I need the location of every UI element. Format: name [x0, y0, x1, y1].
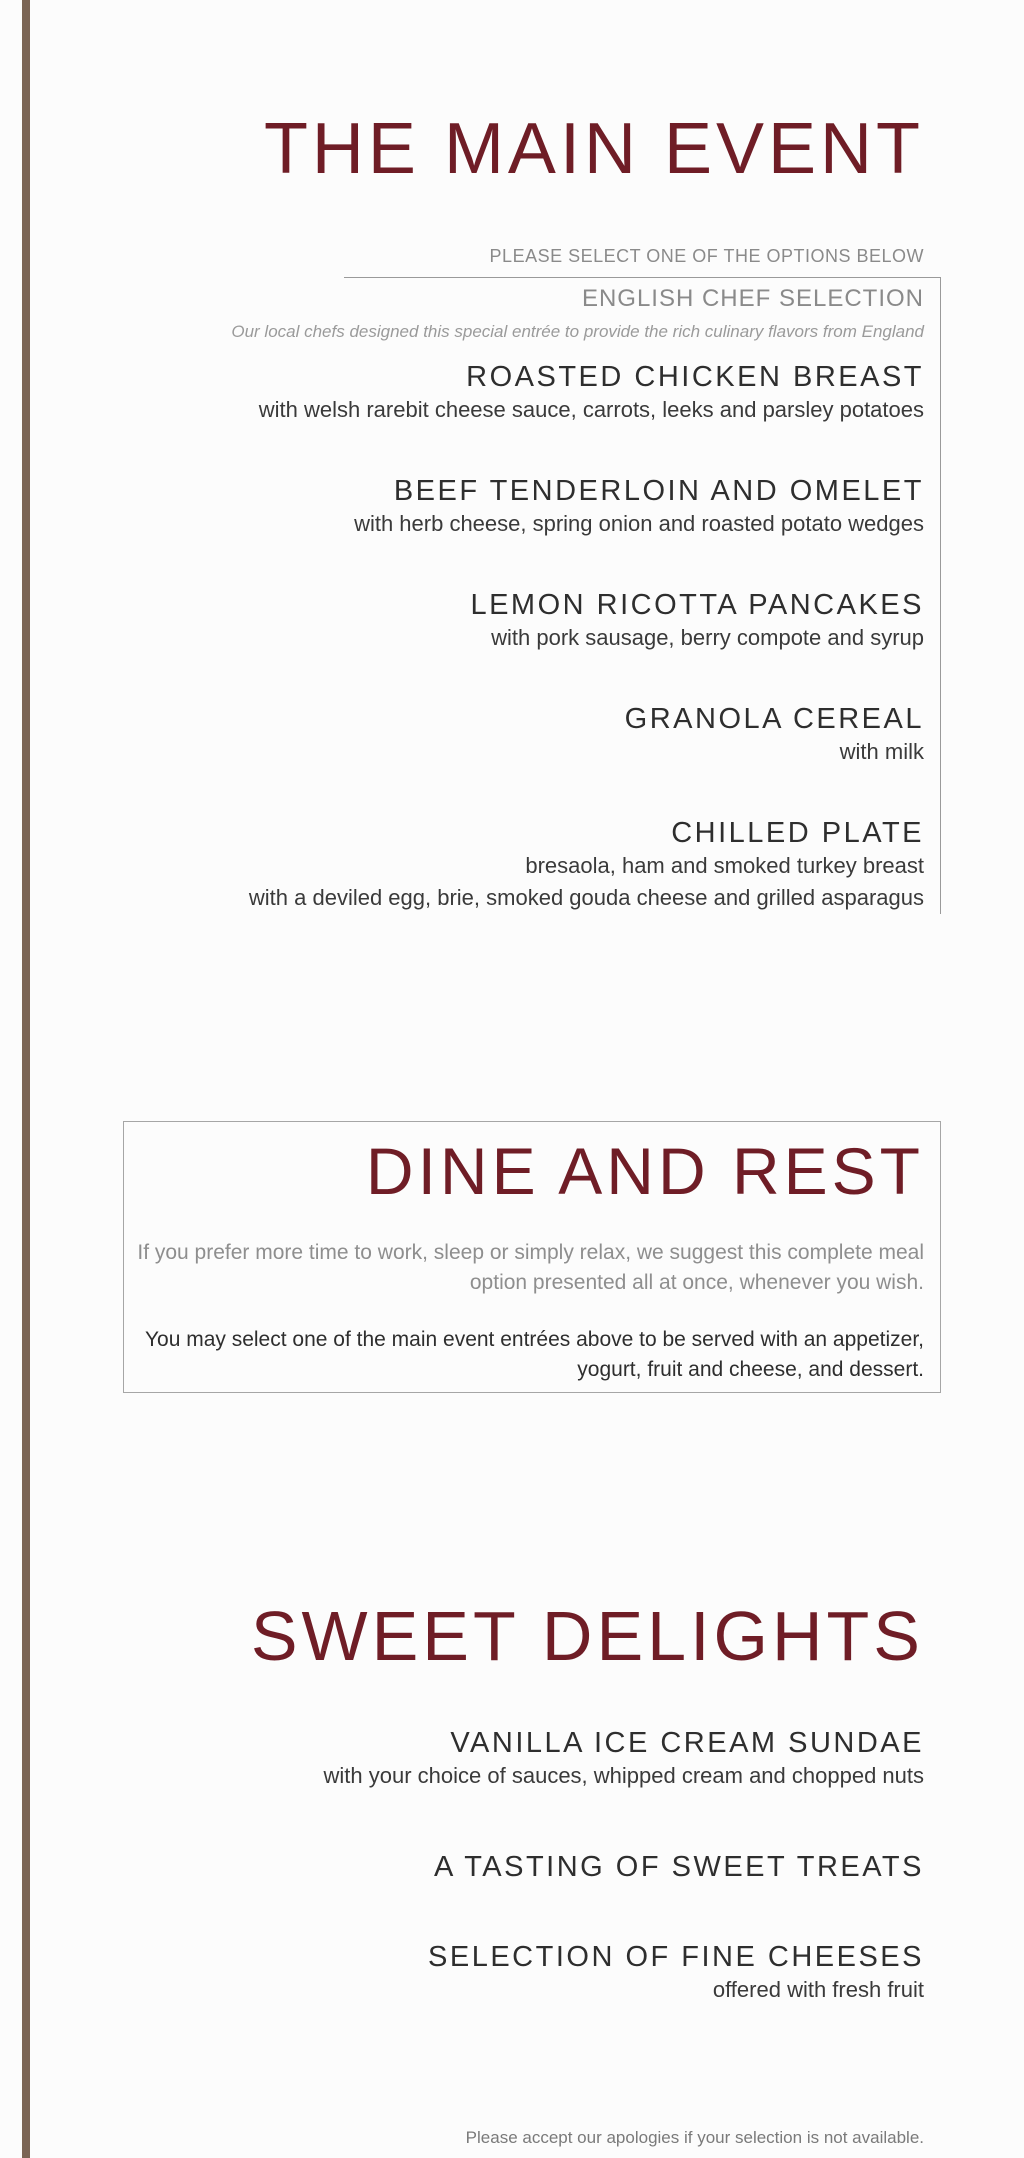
menu-item-name: ROASTED CHICKEN BREAST [466, 361, 924, 393]
menu-item-description: bresaola, ham and smoked turkey breast [525, 853, 924, 878]
menu-item-name: BEEF TENDERLOIN AND OMELET [393, 475, 924, 507]
sweet-delights-title: SWEET DELIGHTS [250, 1597, 924, 1675]
menu-item-fine-cheeses [428, 1940, 924, 2006]
menu-item-name: VANILLA ICE CREAM SUNDAE [450, 1727, 924, 1759]
menu-item-description-line-2: with a deviled egg, brie, smoked gouda cheese and grilled asparagus [248, 885, 924, 910]
menu-item-description: with pork sausage, berry compote and syrup [491, 625, 924, 650]
menu-item-name: A TASTING OF SWEET TREATS [433, 1851, 924, 1883]
main-event-title: THE MAIN EVENT [263, 109, 924, 189]
menu-item-roasted-chicken [259, 360, 924, 426]
availability-disclaimer: Please accept our apologies if your selection is not available. [465, 2128, 924, 2147]
menu-item-beef-tenderloin [354, 474, 924, 540]
menu-item-name: LEMON RICOTTA PANCAKES [470, 589, 924, 621]
menu-item-description: with herb cheese, spring onion and roasted potato wedges [354, 511, 924, 536]
menu-item-vanilla-sundae [324, 1726, 924, 1792]
selection-instruction: PLEASE SELECT ONE OF THE OPTIONS BELOW [489, 246, 924, 266]
menu-item-name: SELECTION OF FINE CHEESES [428, 1941, 924, 1973]
menu-item-description: with welsh rarebit cheese sauce, carrots, leeks and parsley potatoes [258, 397, 924, 422]
menu-item-granola-cereal [625, 702, 924, 768]
menu-item-lemon-ricotta-pancakes [470, 588, 924, 654]
menu-item-description: offered with fresh fruit [712, 1977, 924, 2002]
english-chef-selection-label: ENGLISH CHEF SELECTION [581, 285, 924, 312]
menu-item-description: with your choice of sauces, whipped cream and chopped nuts [323, 1763, 924, 1788]
menu-item-sweet-treats [434, 1850, 924, 1884]
dine-and-rest-title: DINE AND REST [365, 1134, 924, 1208]
menu-item-chilled-plate [249, 816, 924, 914]
menu-item-name: CHILLED PLATE [671, 817, 924, 849]
menu-item-name: GRANOLA CEREAL [624, 703, 924, 735]
dine-and-rest-details: You may select one of the main event entrées above to be served with an appetizer, yogurt, fruit and cheese, and dessert. [144, 1328, 924, 1381]
english-chef-selection-note: Our local chefs designed this special entrée to provide the rich culinary flavors from England [231, 322, 924, 341]
dine-and-rest-intro: If you prefer more time to work, sleep or simply relax, we suggest this complete meal option presented all at once, whenever you wish. [137, 1241, 924, 1294]
menu-item-description: with milk [839, 739, 924, 764]
